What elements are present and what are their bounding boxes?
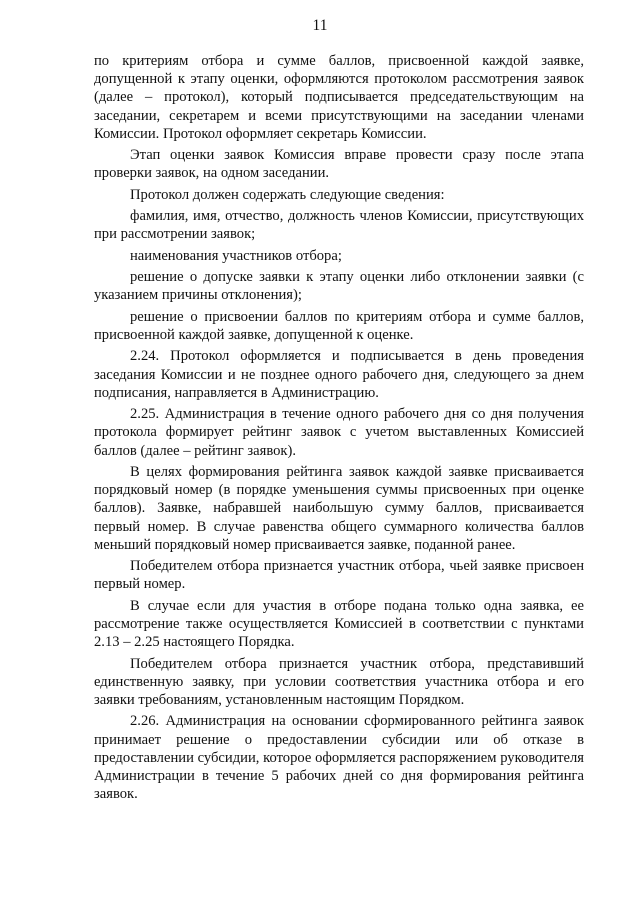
paragraph-clause-2-25: 2.25. Администрация в течение одного рабочего дня со дня получения протокола формирует рейтинг заявок с учетом выставленных Комиссией баллов (далее – рейтинг заявок). <box>94 406 584 459</box>
paragraph-single-application: В случае если для участия в отборе подана только одна заявка, ее рассмотрение также осуществляется Комиссией в соответствии с пунктами 2.13 – 2.25 настоящего Порядка. <box>94 597 584 651</box>
list-item-admission-decision: решение о допуске заявки к этапу оценки либо отклонении заявки (с указанием причины отклонения); <box>94 269 584 304</box>
paragraph-protocol-contents-intro: Протокол должен содержать следующие сведения: <box>130 186 445 203</box>
list-item-participant-names: наименования участников отбора; <box>130 247 342 264</box>
page-number: 11 <box>312 17 328 34</box>
paragraph-clause-2-26: 2.26. Администрация на основании сформированного рейтинга заявок принимает решение о предоставлении субсидии или об отказе в предоставлении субсидии, которое оформляется распоряжением руководителя Администрации в течение 5 рабочих дней со дня формирования рейтинга заявок. <box>94 713 584 803</box>
paragraph-protocol-continuation: по критериям отбора и сумме баллов, присвоенной каждой заявке, допущенной к этапу оценки, оформляются протоколом рассмотрения заявок (далее – протокол), который подписывается председательствующим на заседании, секретарем и всеми присутствующими на заседании членами Комиссии. Протокол оформляет секретарь Комиссии. <box>94 53 584 142</box>
list-item-commission-members: фамилия, имя, отчество, должность членов Комиссии, присутствующих при рассмотрении заявок; <box>94 208 584 243</box>
paragraph-winner-first-number: Победителем отбора признается участник отбора, чьей заявке присвоен первый номер. <box>94 558 584 593</box>
paragraph-clause-2-24: 2.24. Протокол оформляется и подписывается в день проведения заседания Комиссии и не позднее одного рабочего дня, следующего за днем подписания, направляется в Администрацию. <box>94 348 584 401</box>
document-body <box>94 52 584 803</box>
list-item-scoring-decision: решение о присвоении баллов по критериям отбора и сумме баллов, присвоенной каждой заявке, допущенной к оценке. <box>94 308 584 343</box>
paragraph-evaluation-stage: Этап оценки заявок Комиссия вправе провести сразу после этапа проверки заявок, на одном заседании. <box>94 147 584 182</box>
paragraph-winner-single-application: Победителем отбора признается участник отбора, представивший единственную заявку, при условии соответствия участника отбора и его заявки требованиям, установленным настоящим Порядком. <box>94 655 584 708</box>
paragraph-ranking-rules: В целях формирования рейтинга заявок каждой заявке присваивается порядковый номер (в порядке уменьшения суммы присвоенных при оценке баллов). Заявке, набравшей наибольшую сумму баллов, присваивается первый номер. В случае равенства общего суммарного количества баллов меньший порядковый номер присваивается заявке, поданной ранее. <box>94 463 584 553</box>
